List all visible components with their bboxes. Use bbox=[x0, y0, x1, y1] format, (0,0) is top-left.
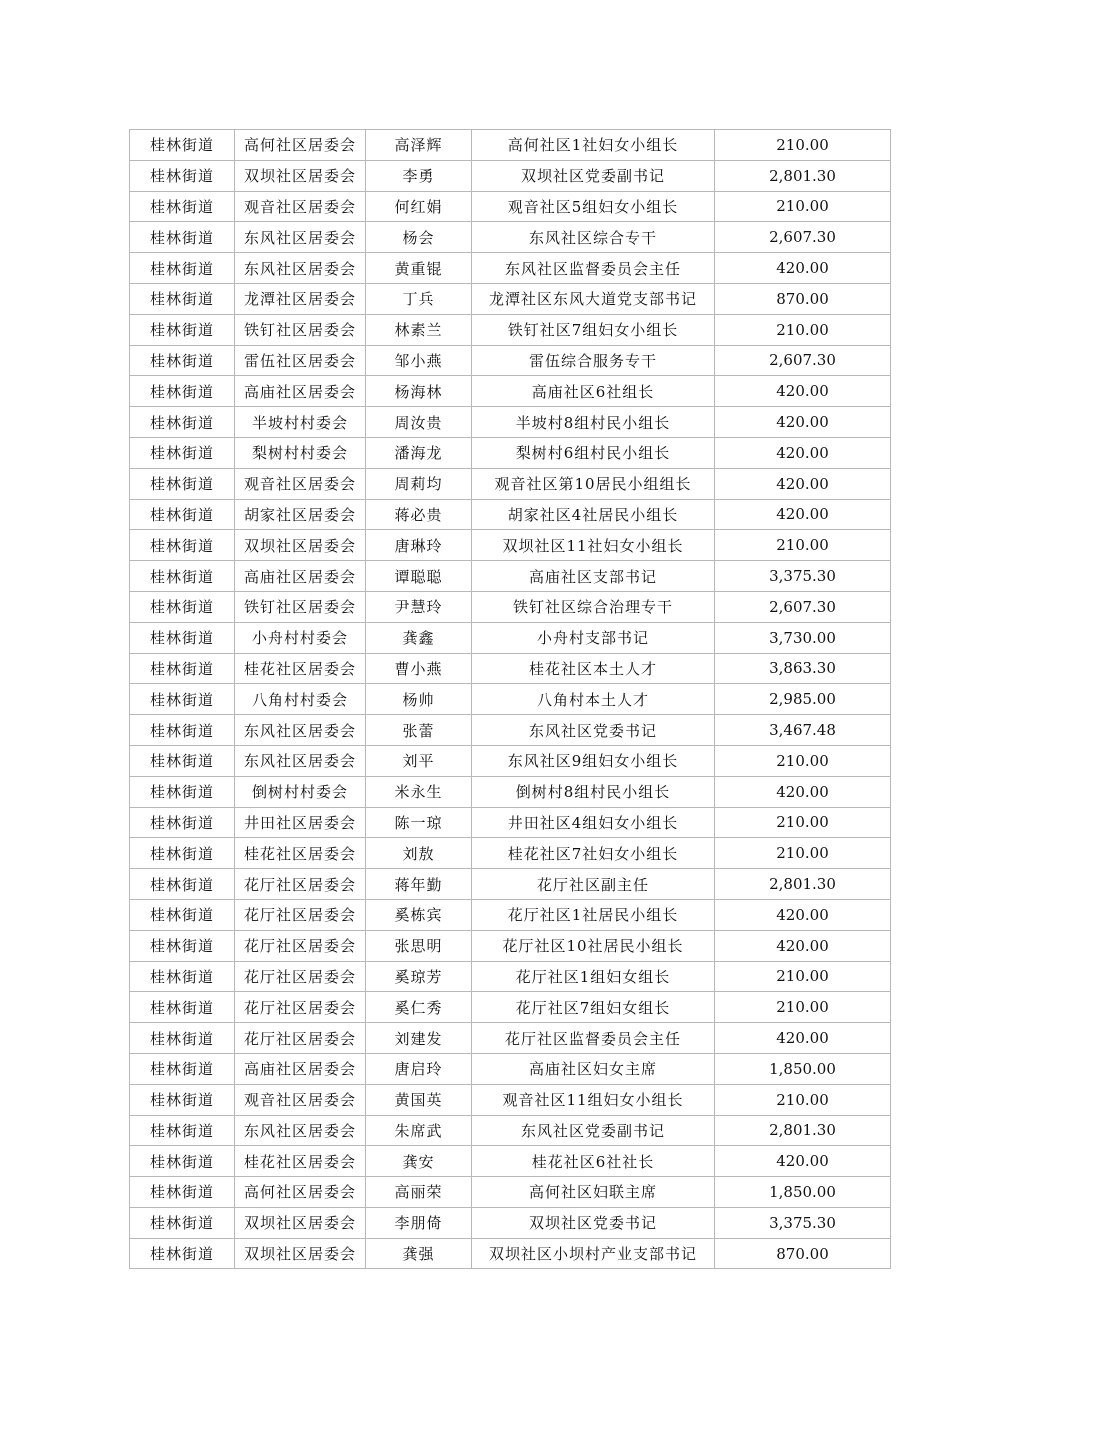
name-cell: 蒋年勤 bbox=[366, 869, 472, 900]
amount-cell: 210.00 bbox=[715, 838, 891, 869]
position-cell: 梨树村6组村民小组长 bbox=[472, 437, 715, 468]
street-cell: 桂林街道 bbox=[130, 591, 235, 622]
table-row bbox=[130, 437, 891, 468]
table-row bbox=[130, 1177, 891, 1208]
unit-cell: 东风社区居委会 bbox=[235, 253, 366, 284]
unit-cell: 双坝社区居委会 bbox=[235, 160, 366, 191]
name-cell: 杨会 bbox=[366, 222, 472, 253]
table-row bbox=[130, 160, 891, 191]
unit-cell: 雷伍社区居委会 bbox=[235, 345, 366, 376]
street-cell: 桂林街道 bbox=[130, 930, 235, 961]
amount-cell: 210.00 bbox=[715, 314, 891, 345]
name-cell: 蒋必贵 bbox=[366, 499, 472, 530]
table-row bbox=[130, 807, 891, 838]
table-row bbox=[130, 899, 891, 930]
street-cell: 桂林街道 bbox=[130, 992, 235, 1023]
position-cell: 东风社区9组妇女小组长 bbox=[472, 745, 715, 776]
table-row bbox=[130, 1023, 891, 1054]
amount-cell: 210.00 bbox=[715, 1084, 891, 1115]
table-row bbox=[130, 1084, 891, 1115]
street-cell: 桂林街道 bbox=[130, 283, 235, 314]
unit-cell: 倒树村村委会 bbox=[235, 776, 366, 807]
amount-cell: 2,801.30 bbox=[715, 160, 891, 191]
amount-cell: 3,375.30 bbox=[715, 1207, 891, 1238]
table-row bbox=[130, 468, 891, 499]
amount-cell: 3,467.48 bbox=[715, 715, 891, 746]
position-cell: 八角村本土人才 bbox=[472, 684, 715, 715]
name-cell: 陈一琼 bbox=[366, 807, 472, 838]
amount-cell: 210.00 bbox=[715, 992, 891, 1023]
street-cell: 桂林街道 bbox=[130, 407, 235, 438]
unit-cell: 八角村村委会 bbox=[235, 684, 366, 715]
name-cell: 米永生 bbox=[366, 776, 472, 807]
unit-cell: 高庙社区居委会 bbox=[235, 376, 366, 407]
name-cell: 谭聪聪 bbox=[366, 561, 472, 592]
name-cell: 黄重锟 bbox=[366, 253, 472, 284]
amount-cell: 420.00 bbox=[715, 1023, 891, 1054]
name-cell: 林素兰 bbox=[366, 314, 472, 345]
name-cell: 奚琼芳 bbox=[366, 961, 472, 992]
name-cell: 龚安 bbox=[366, 1146, 472, 1177]
position-cell: 双坝社区小坝村产业支部书记 bbox=[472, 1238, 715, 1269]
street-cell: 桂林街道 bbox=[130, 499, 235, 530]
unit-cell: 高庙社区居委会 bbox=[235, 561, 366, 592]
position-cell: 高庙社区妇女主席 bbox=[472, 1053, 715, 1084]
unit-cell: 桂花社区居委会 bbox=[235, 1146, 366, 1177]
position-cell: 倒树村8组村民小组长 bbox=[472, 776, 715, 807]
unit-cell: 梨树村村委会 bbox=[235, 437, 366, 468]
amount-cell: 420.00 bbox=[715, 930, 891, 961]
table-row bbox=[130, 283, 891, 314]
table-row bbox=[130, 1146, 891, 1177]
amount-cell: 3,863.30 bbox=[715, 653, 891, 684]
street-cell: 桂林街道 bbox=[130, 468, 235, 499]
name-cell: 李朋倚 bbox=[366, 1207, 472, 1238]
street-cell: 桂林街道 bbox=[130, 684, 235, 715]
table-row bbox=[130, 407, 891, 438]
table-row bbox=[130, 1115, 891, 1146]
table-row bbox=[130, 130, 891, 161]
name-cell: 朱席武 bbox=[366, 1115, 472, 1146]
street-cell: 桂林街道 bbox=[130, 838, 235, 869]
street-cell: 桂林街道 bbox=[130, 1207, 235, 1238]
table-row bbox=[130, 930, 891, 961]
table-row bbox=[130, 1053, 891, 1084]
position-cell: 花厅社区监督委员会主任 bbox=[472, 1023, 715, 1054]
street-cell: 桂林街道 bbox=[130, 191, 235, 222]
unit-cell: 桂花社区居委会 bbox=[235, 838, 366, 869]
position-cell: 桂花社区7社妇女小组长 bbox=[472, 838, 715, 869]
position-cell: 雷伍综合服务专干 bbox=[472, 345, 715, 376]
unit-cell: 井田社区居委会 bbox=[235, 807, 366, 838]
position-cell: 铁钉社区综合治理专干 bbox=[472, 591, 715, 622]
subsidy-table-container bbox=[129, 129, 891, 1269]
unit-cell: 双坝社区居委会 bbox=[235, 530, 366, 561]
amount-cell: 210.00 bbox=[715, 745, 891, 776]
name-cell: 唐启玲 bbox=[366, 1053, 472, 1084]
amount-cell: 870.00 bbox=[715, 283, 891, 314]
amount-cell: 420.00 bbox=[715, 899, 891, 930]
name-cell: 高泽辉 bbox=[366, 130, 472, 161]
unit-cell: 高庙社区居委会 bbox=[235, 1053, 366, 1084]
amount-cell: 420.00 bbox=[715, 376, 891, 407]
street-cell: 桂林街道 bbox=[130, 1053, 235, 1084]
table-row bbox=[130, 1207, 891, 1238]
position-cell: 高庙社区6社组长 bbox=[472, 376, 715, 407]
position-cell: 高何社区妇联主席 bbox=[472, 1177, 715, 1208]
position-cell: 花厅社区副主任 bbox=[472, 869, 715, 900]
table-row bbox=[130, 776, 891, 807]
table-row bbox=[130, 1238, 891, 1269]
table-row bbox=[130, 653, 891, 684]
table-row bbox=[130, 530, 891, 561]
amount-cell: 2,607.30 bbox=[715, 345, 891, 376]
position-cell: 观音社区5组妇女小组长 bbox=[472, 191, 715, 222]
street-cell: 桂林街道 bbox=[130, 715, 235, 746]
name-cell: 刘建发 bbox=[366, 1023, 472, 1054]
unit-cell: 胡家社区居委会 bbox=[235, 499, 366, 530]
unit-cell: 双坝社区居委会 bbox=[235, 1238, 366, 1269]
name-cell: 龚强 bbox=[366, 1238, 472, 1269]
street-cell: 桂林街道 bbox=[130, 1023, 235, 1054]
table-row bbox=[130, 314, 891, 345]
table-row bbox=[130, 715, 891, 746]
table-row bbox=[130, 499, 891, 530]
table-row bbox=[130, 745, 891, 776]
position-cell: 桂花社区6社社长 bbox=[472, 1146, 715, 1177]
table-row bbox=[130, 961, 891, 992]
position-cell: 东风社区党委书记 bbox=[472, 715, 715, 746]
name-cell: 杨海林 bbox=[366, 376, 472, 407]
amount-cell: 3,375.30 bbox=[715, 561, 891, 592]
street-cell: 桂林街道 bbox=[130, 869, 235, 900]
name-cell: 龚鑫 bbox=[366, 622, 472, 653]
amount-cell: 1,850.00 bbox=[715, 1177, 891, 1208]
position-cell: 高庙社区支部书记 bbox=[472, 561, 715, 592]
amount-cell: 420.00 bbox=[715, 1146, 891, 1177]
position-cell: 小舟村支部书记 bbox=[472, 622, 715, 653]
name-cell: 潘海龙 bbox=[366, 437, 472, 468]
table-row bbox=[130, 622, 891, 653]
name-cell: 杨帅 bbox=[366, 684, 472, 715]
street-cell: 桂林街道 bbox=[130, 1115, 235, 1146]
position-cell: 龙潭社区东风大道党支部书记 bbox=[472, 283, 715, 314]
position-cell: 观音社区11组妇女小组长 bbox=[472, 1084, 715, 1115]
name-cell: 黄国英 bbox=[366, 1084, 472, 1115]
name-cell: 邹小燕 bbox=[366, 345, 472, 376]
position-cell: 铁钉社区7组妇女小组长 bbox=[472, 314, 715, 345]
amount-cell: 2,607.30 bbox=[715, 222, 891, 253]
name-cell: 刘平 bbox=[366, 745, 472, 776]
position-cell: 桂花社区本土人才 bbox=[472, 653, 715, 684]
position-cell: 双坝社区11社妇女小组长 bbox=[472, 530, 715, 561]
unit-cell: 花厅社区居委会 bbox=[235, 899, 366, 930]
name-cell: 唐琳玲 bbox=[366, 530, 472, 561]
name-cell: 张蕾 bbox=[366, 715, 472, 746]
unit-cell: 花厅社区居委会 bbox=[235, 930, 366, 961]
table-row bbox=[130, 253, 891, 284]
street-cell: 桂林街道 bbox=[130, 130, 235, 161]
amount-cell: 2,801.30 bbox=[715, 1115, 891, 1146]
unit-cell: 龙潭社区居委会 bbox=[235, 283, 366, 314]
name-cell: 何红娟 bbox=[366, 191, 472, 222]
position-cell: 花厅社区1社居民小组长 bbox=[472, 899, 715, 930]
table-row bbox=[130, 191, 891, 222]
unit-cell: 花厅社区居委会 bbox=[235, 869, 366, 900]
name-cell: 李勇 bbox=[366, 160, 472, 191]
amount-cell: 420.00 bbox=[715, 468, 891, 499]
amount-cell: 420.00 bbox=[715, 499, 891, 530]
amount-cell: 420.00 bbox=[715, 253, 891, 284]
street-cell: 桂林街道 bbox=[130, 160, 235, 191]
table-row bbox=[130, 376, 891, 407]
unit-cell: 小舟村村委会 bbox=[235, 622, 366, 653]
position-cell: 花厅社区10社居民小组长 bbox=[472, 930, 715, 961]
unit-cell: 花厅社区居委会 bbox=[235, 1023, 366, 1054]
street-cell: 桂林街道 bbox=[130, 437, 235, 468]
position-cell: 井田社区4组妇女小组长 bbox=[472, 807, 715, 838]
table-row bbox=[130, 684, 891, 715]
unit-cell: 东风社区居委会 bbox=[235, 222, 366, 253]
street-cell: 桂林街道 bbox=[130, 253, 235, 284]
street-cell: 桂林街道 bbox=[130, 314, 235, 345]
amount-cell: 210.00 bbox=[715, 961, 891, 992]
amount-cell: 210.00 bbox=[715, 530, 891, 561]
amount-cell: 2,801.30 bbox=[715, 869, 891, 900]
unit-cell: 高何社区居委会 bbox=[235, 1177, 366, 1208]
name-cell: 周莉均 bbox=[366, 468, 472, 499]
unit-cell: 半坡村村委会 bbox=[235, 407, 366, 438]
table-row bbox=[130, 869, 891, 900]
table-body bbox=[130, 130, 891, 1269]
table-row bbox=[130, 345, 891, 376]
street-cell: 桂林街道 bbox=[130, 807, 235, 838]
street-cell: 桂林街道 bbox=[130, 622, 235, 653]
street-cell: 桂林街道 bbox=[130, 653, 235, 684]
amount-cell: 420.00 bbox=[715, 776, 891, 807]
amount-cell: 3,730.00 bbox=[715, 622, 891, 653]
amount-cell: 210.00 bbox=[715, 191, 891, 222]
street-cell: 桂林街道 bbox=[130, 376, 235, 407]
unit-cell: 东风社区居委会 bbox=[235, 715, 366, 746]
unit-cell: 观音社区居委会 bbox=[235, 1084, 366, 1115]
street-cell: 桂林街道 bbox=[130, 1238, 235, 1269]
position-cell: 双坝社区党委书记 bbox=[472, 1207, 715, 1238]
amount-cell: 420.00 bbox=[715, 437, 891, 468]
name-cell: 周汝贵 bbox=[366, 407, 472, 438]
amount-cell: 420.00 bbox=[715, 407, 891, 438]
street-cell: 桂林街道 bbox=[130, 561, 235, 592]
name-cell: 尹慧玲 bbox=[366, 591, 472, 622]
name-cell: 曹小燕 bbox=[366, 653, 472, 684]
table-row bbox=[130, 591, 891, 622]
position-cell: 胡家社区4社居民小组长 bbox=[472, 499, 715, 530]
position-cell: 花厅社区7组妇女组长 bbox=[472, 992, 715, 1023]
amount-cell: 210.00 bbox=[715, 807, 891, 838]
position-cell: 半坡村8组村民小组长 bbox=[472, 407, 715, 438]
unit-cell: 高何社区居委会 bbox=[235, 130, 366, 161]
unit-cell: 铁钉社区居委会 bbox=[235, 591, 366, 622]
street-cell: 桂林街道 bbox=[130, 222, 235, 253]
amount-cell: 2,985.00 bbox=[715, 684, 891, 715]
unit-cell: 双坝社区居委会 bbox=[235, 1207, 366, 1238]
name-cell: 奚栋宾 bbox=[366, 899, 472, 930]
table-row bbox=[130, 222, 891, 253]
table-row bbox=[130, 992, 891, 1023]
street-cell: 桂林街道 bbox=[130, 530, 235, 561]
unit-cell: 观音社区居委会 bbox=[235, 191, 366, 222]
position-cell: 双坝社区党委副书记 bbox=[472, 160, 715, 191]
unit-cell: 花厅社区居委会 bbox=[235, 992, 366, 1023]
position-cell: 东风社区综合专干 bbox=[472, 222, 715, 253]
name-cell: 刘敖 bbox=[366, 838, 472, 869]
amount-cell: 870.00 bbox=[715, 1238, 891, 1269]
name-cell: 奚仁秀 bbox=[366, 992, 472, 1023]
unit-cell: 花厅社区居委会 bbox=[235, 961, 366, 992]
subsidy-table bbox=[129, 129, 891, 1269]
name-cell: 张思明 bbox=[366, 930, 472, 961]
position-cell: 花厅社区1组妇女组长 bbox=[472, 961, 715, 992]
street-cell: 桂林街道 bbox=[130, 745, 235, 776]
position-cell: 东风社区党委副书记 bbox=[472, 1115, 715, 1146]
unit-cell: 东风社区居委会 bbox=[235, 745, 366, 776]
table-row bbox=[130, 838, 891, 869]
position-cell: 高何社区1社妇女小组长 bbox=[472, 130, 715, 161]
name-cell: 丁兵 bbox=[366, 283, 472, 314]
street-cell: 桂林街道 bbox=[130, 1177, 235, 1208]
street-cell: 桂林街道 bbox=[130, 961, 235, 992]
unit-cell: 桂花社区居委会 bbox=[235, 653, 366, 684]
street-cell: 桂林街道 bbox=[130, 1146, 235, 1177]
position-cell: 东风社区监督委员会主任 bbox=[472, 253, 715, 284]
amount-cell: 210.00 bbox=[715, 130, 891, 161]
street-cell: 桂林街道 bbox=[130, 899, 235, 930]
amount-cell: 1,850.00 bbox=[715, 1053, 891, 1084]
unit-cell: 东风社区居委会 bbox=[235, 1115, 366, 1146]
unit-cell: 铁钉社区居委会 bbox=[235, 314, 366, 345]
table-row bbox=[130, 561, 891, 592]
street-cell: 桂林街道 bbox=[130, 1084, 235, 1115]
street-cell: 桂林街道 bbox=[130, 345, 235, 376]
unit-cell: 观音社区居委会 bbox=[235, 468, 366, 499]
position-cell: 观音社区第10居民小组组长 bbox=[472, 468, 715, 499]
name-cell: 高丽荣 bbox=[366, 1177, 472, 1208]
amount-cell: 2,607.30 bbox=[715, 591, 891, 622]
street-cell: 桂林街道 bbox=[130, 776, 235, 807]
